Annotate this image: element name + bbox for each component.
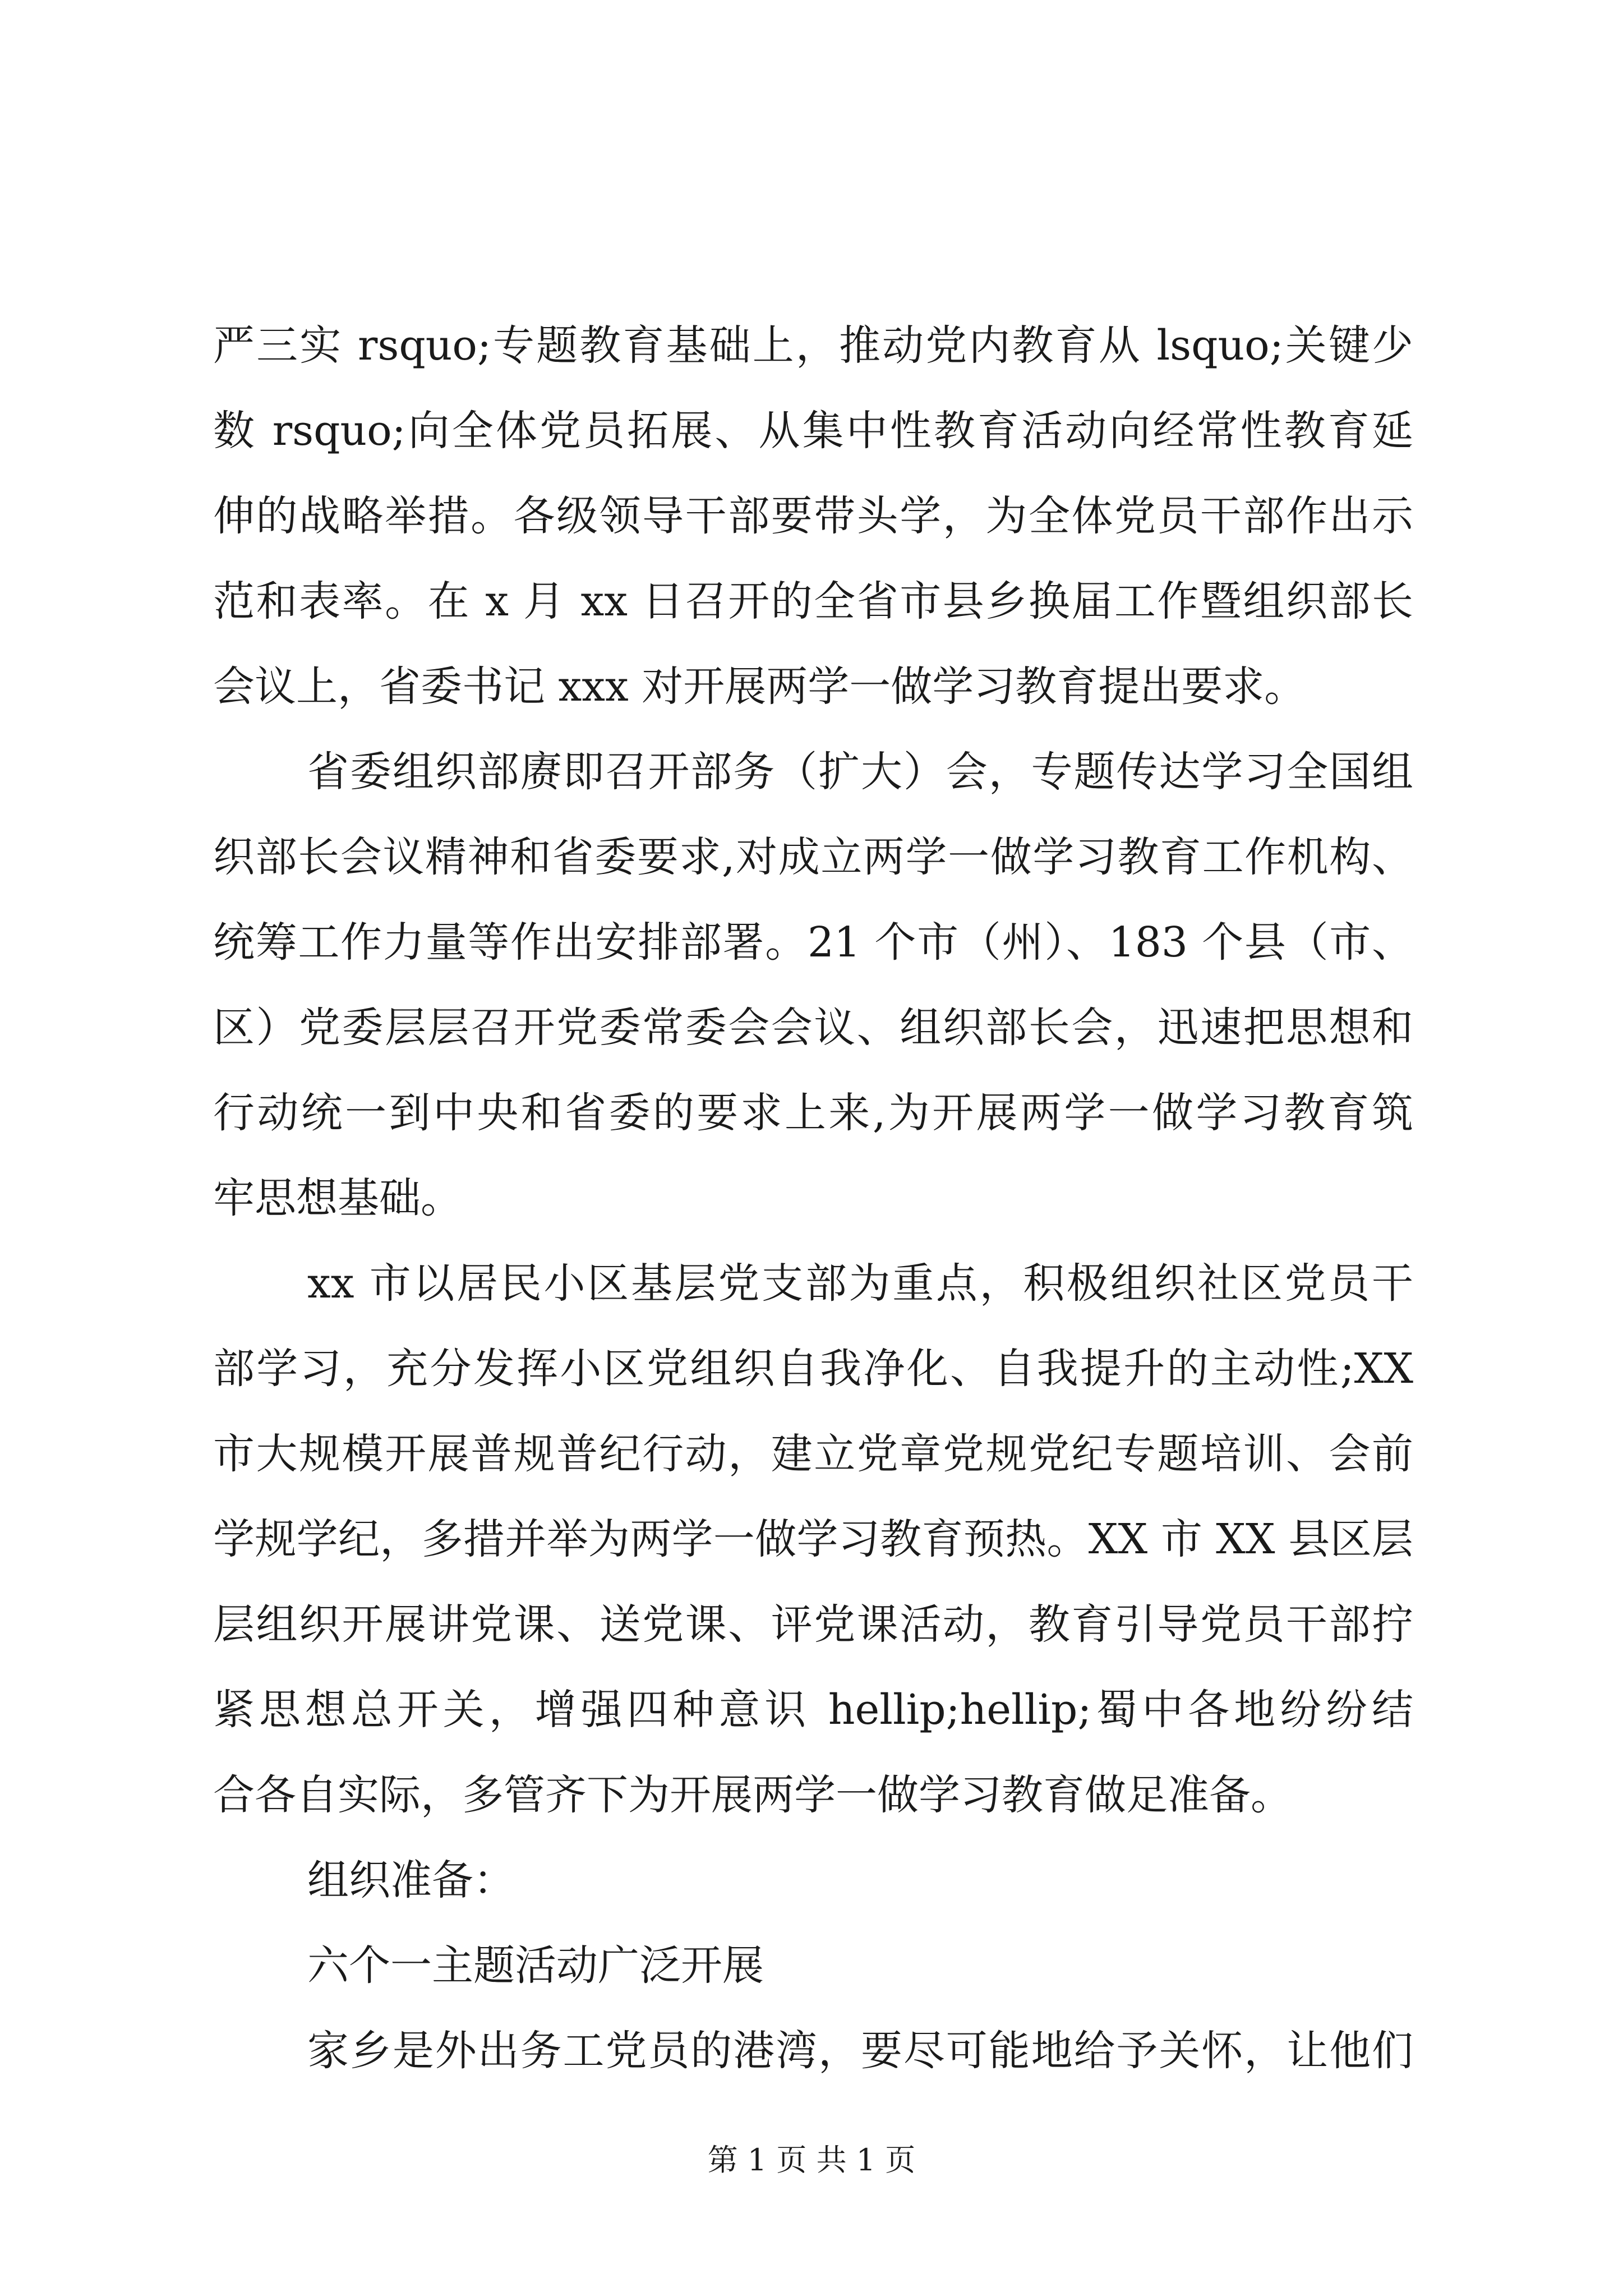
text-line: xx 市以居民小区基层党支部为重点，积极组织社区党员干 [307,1259,1413,1308]
text-line: 范和表率。在 x 月 xx 日召开的全省市县乡换届工作暨组织部长 [213,577,1413,625]
section-heading: 组织准备： [307,1856,515,1904]
text-line: 学规学纪，多措并举为两学一做学习教育预热。XX 市 XX 县区层 [213,1515,1413,1563]
text-line: 家乡是外出务工党员的港湾，要尽可能地给予关怀，让他们 [307,2027,1413,2075]
text-line: 会议上，省委书记 xxx 对开展两学一做学习教育提出要求。 [213,662,1306,711]
section-heading: 六个一主题活动广泛开展 [307,1941,764,1990]
page-footer: 第 1 页 共 1 页 [707,2142,916,2178]
text-line: 伸的战略举措。各级领导干部要带头学，为全体党员干部作出示 [213,492,1413,540]
text-line: 数 rsquo;向全体党员拓展、从集中性教育活动向经常性教育延 [213,407,1413,455]
text-line: 区）党委层层召开党委常委会会议、组织部长会，迅速把思想和 [213,1004,1413,1052]
text-line: 织部长会议精神和省委要求,对成立两学一做学习教育工作机构、 [213,833,1413,881]
text-line: 严三实 rsquo;专题教育基础上，推动党内教育从 lsquo;关键少 [213,321,1413,370]
text-line: 统筹工作力量等作出安排部署。21 个市（州）、183 个县（市、 [213,918,1413,967]
text-line: 牢思想基础。 [213,1174,462,1222]
text-line: 紧思想总开关，增强四种意识 hellip;hellip;蜀中各地纷纷结 [213,1686,1413,1734]
text-line: 行动统一到中央和省委的要求上来,为开展两学一做学习教育筑 [213,1089,1413,1137]
text-line: 市大规模开展普规普纪行动，建立党章党规党纪专题培训、会前 [213,1430,1413,1478]
document-body [213,303,1413,2093]
text-line: 层组织开展讲党课、送党课、评党课活动，教育引导党员干部拧 [213,1600,1413,1649]
text-line: 合各自实际，多管齐下为开展两学一做学习教育做足准备。 [213,1771,1292,1819]
text-line: 省委组织部赓即召开部务（扩大）会，专题传达学习全国组 [307,748,1413,796]
text-line: 部学习，充分发挥小区党组织自我净化、自我提升的主动性;XX [213,1345,1413,1393]
